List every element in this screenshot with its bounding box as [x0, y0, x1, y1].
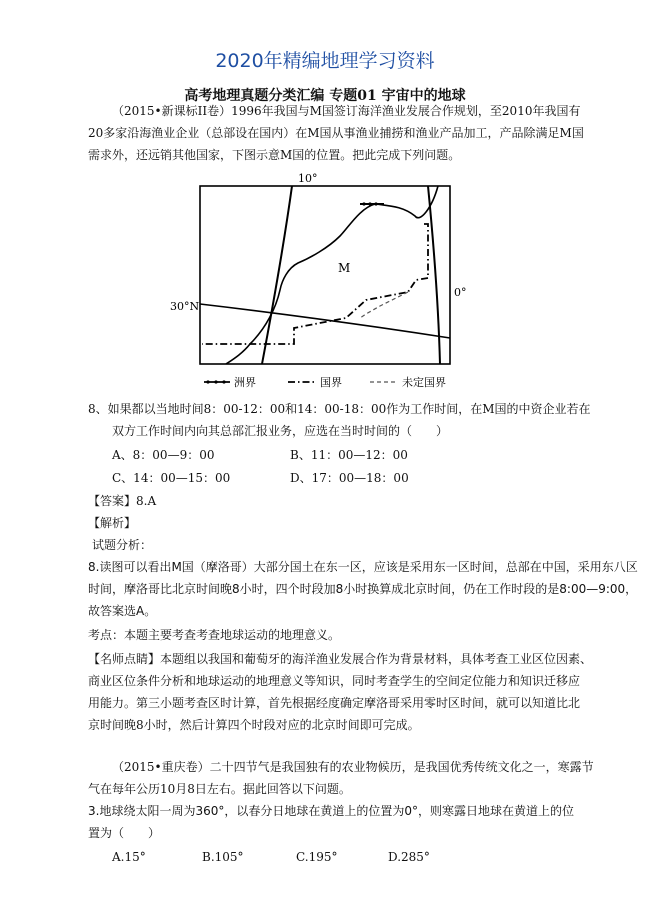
- legend-continent-label: 洲界: [234, 376, 256, 389]
- q1-kaodian: 考点：本题主要考查考查地球运动的地理意义。: [88, 628, 341, 642]
- q2-option-c: C.195°: [296, 850, 338, 864]
- q2-question-line-1: 3.地球绕太阳一周为360°，以春分日地球在黄道上的位置为0°，则寒露日地球在黄道上的位: [88, 804, 574, 818]
- q1-answer: 【答案】8.A: [88, 494, 157, 508]
- document-title: 高考地理真题分类汇编 专题01 宇宙中的地球: [184, 88, 466, 104]
- q2-option-d: D.285°: [388, 850, 430, 864]
- q1-comment-line-1: 【名师点睛】本题组以我国和葡萄牙的海洋渔业发展合作为背景材料，具体考查工业区位因素、: [88, 652, 593, 666]
- q1-comment-line-3: 用能力。第三小题考查区时计算，首先根据经度确定摩洛哥采用零时区时间，就可以知道比北: [88, 696, 581, 710]
- q1-comment-line-2: 商业区位条件分析和地球运动的地理意义等知识，同时考查学生的空间定位能力和知识迁移应: [88, 674, 581, 688]
- q1-intro-line-2: 20多家沿海渔业企业（总部设在国内）在M国从事渔业捕捞和渔业产品加工，产品除满足M国: [88, 126, 584, 140]
- map-label-10-meridian: 10°: [298, 172, 318, 185]
- q2-intro-line-2: 气在每年公历10月8日左右。据此回答以下问题。: [88, 782, 351, 796]
- map-label-30n: 30°N: [170, 300, 200, 313]
- q2-intro-line-1: （2015•重庆卷）二十四节气是我国独有的农业物候历，是我国优秀传统文化之一，寒露节: [112, 760, 594, 774]
- map-label-0-meridian: 0°: [454, 286, 467, 299]
- q1-intro-line-3: 需求外，还远销其他国家，下图示意M国的位置。把此完成下列问题。: [88, 148, 461, 162]
- q1-intro-line-1: （2015•新课标II卷）1996年我国与M国签订海洋渔业发展合作规划，至2010年我国有: [112, 104, 581, 118]
- header-title: 2020年精编地理学习资料: [215, 50, 435, 72]
- q1-analysis-sub: 试题分析：: [92, 538, 153, 552]
- q2-option-b: B.105°: [202, 850, 244, 864]
- legend-undefined-label: 未定国界: [402, 376, 446, 389]
- q1-analysis-line-2: 时间，摩洛哥比北京时间晚8小时，四个时段加8小时换算成北京时间，仍在工作时段的是8:00—9:00，: [88, 582, 638, 596]
- q2-question-line-2: 置为（ ）: [88, 826, 161, 840]
- q1-question-line-2: 双方工作时间内向其总部汇报业务，应选在当时时间的（ ）: [112, 424, 449, 438]
- q1-analysis-line-3: 故答案选A。: [88, 604, 157, 618]
- q1-option-a: A、8：00—9：00: [112, 448, 215, 462]
- q1-option-c: C、14：00—15：00: [112, 471, 231, 485]
- q1-question-line-1: 8、如果都以当地时间8：00-12：00和14：00-18：00作为工作时间，在M国的中资企业若在: [88, 402, 591, 416]
- legend-national-label: 国界: [320, 376, 342, 389]
- q1-analysis-line-1: 8.读图可以看出M国（摩洛哥）大部分国土在东一区，应该是采用东一区时间，总部在中国，采用东八区: [88, 560, 638, 574]
- q1-analysis-label: 【解析】: [88, 516, 137, 530]
- map-label-m: M: [338, 261, 351, 275]
- q1-option-d: D、17：00—18：00: [290, 471, 409, 485]
- morocco-map: [170, 168, 470, 398]
- q1-comment-line-4: 京时间晚8小时，然后计算四个时段对应的北京时间即可完成。: [88, 718, 420, 732]
- q2-option-a: A.15°: [112, 850, 146, 864]
- q1-option-b: B、11：00—12：00: [290, 448, 408, 462]
